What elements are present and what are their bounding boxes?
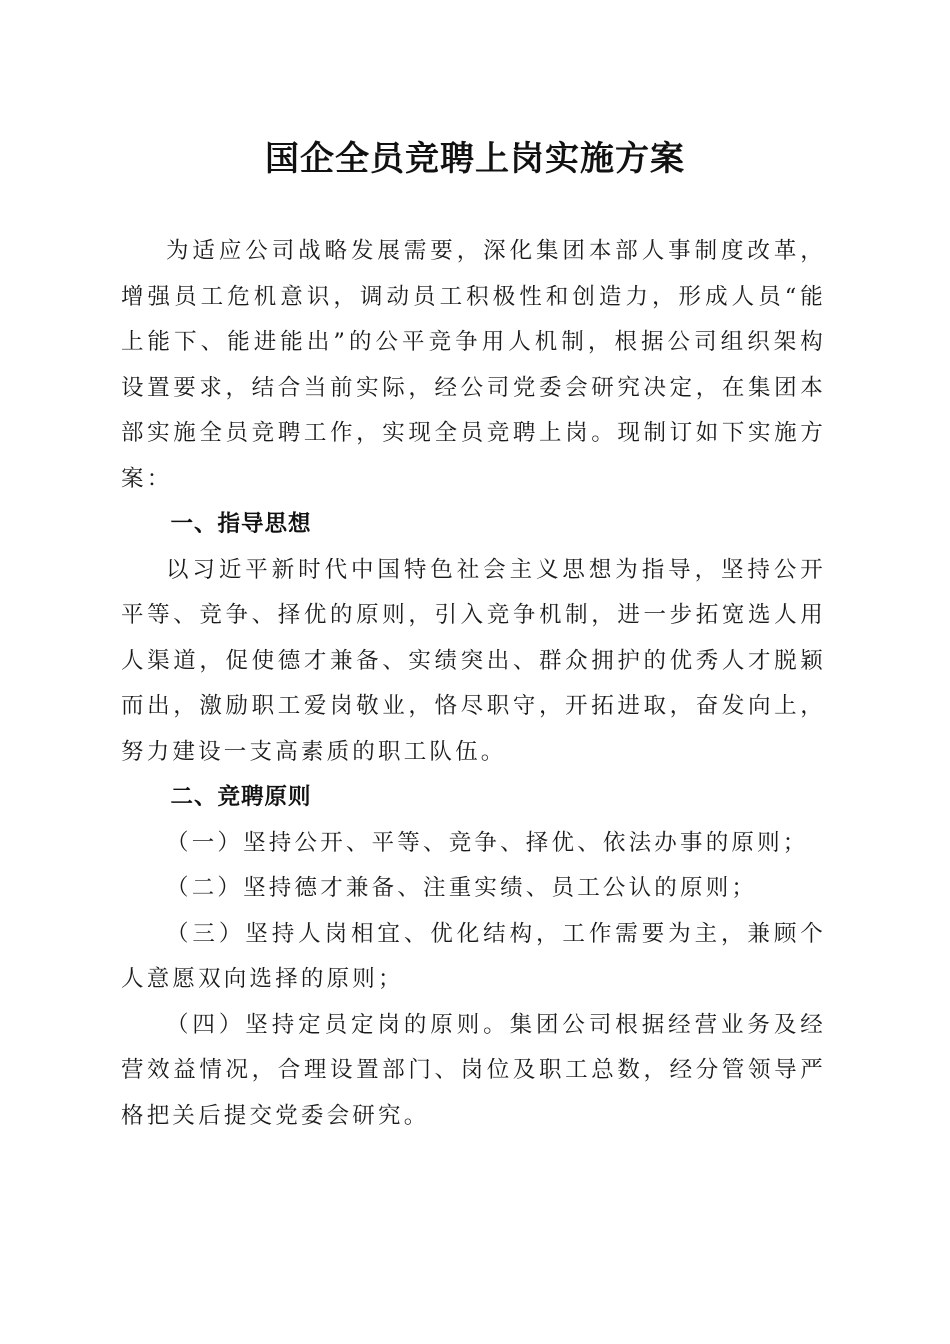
- guiding-ideology-paragraph: 以习近平新时代中国特色社会主义思想为指导，坚持公开平等、竞争、择优的原则，引入竞争机制，进一步拓宽选人用人渠道，促使德才兼备、实绩突出、群众拥护的优秀人才脱颖而出，激励职工爱岗敬业，恪尽职守，开拓进取，奋发向上，努力建设一支高素质的职工队伍。: [121, 556, 826, 765]
- section-heading-principles: 二、竞聘原则: [170, 784, 312, 810]
- principle-item-4: （四）坚持定员定岗的原则。集团公司根据经营业务及经营效益情况，合理设置部门、岗位及职工总数，经分管领导严格把关后提交党委会研究。: [121, 1011, 826, 1129]
- intro-paragraph: 为适应公司战略发展需要，深化集团本部人事制度改革，增强员工危机意识，调动员工积极性和创造力，形成人员“能上能下、能进能出”的公平竞争用人机制，根据公司组织架构设置要求，结合当前实际，经公司党委会研究决定，在集团本部实施全员竞聘工作，实现全员竞聘上岗。现制订如下实施方案：: [121, 238, 826, 492]
- document-body: [121, 229, 826, 1139]
- section-heading-guiding-ideology: 一、指导思想: [170, 511, 312, 537]
- document-title: 国企全员竞聘上岗实施方案: [265, 139, 685, 179]
- principle-item-3: （三）坚持人岗相宜、优化结构，工作需要为主，兼顾个人意愿双向选择的原则；: [121, 920, 826, 992]
- principle-item-1: （一）坚持公开、平等、竞争、择优、依法办事的原则；: [166, 829, 809, 856]
- principle-item-2: （二）坚持德才兼备、注重实绩、员工公认的原则；: [166, 875, 758, 901]
